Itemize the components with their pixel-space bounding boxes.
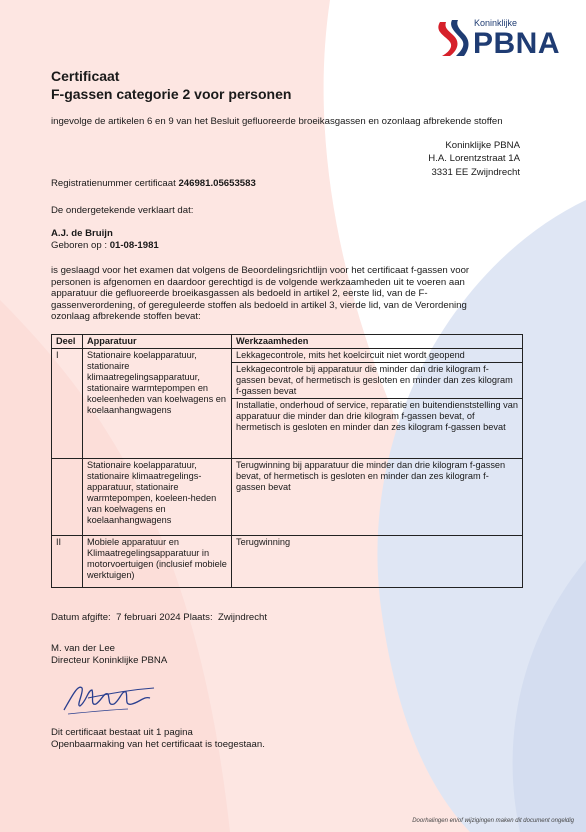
signer-name: M. van der Lee [51,643,115,654]
signer-title: Directeur Koninklijke PBNA [51,655,168,666]
row-apparatuur: Stationaire koelapparatuur, stationaire klimaatregelings-apparatuur, stationaire warmtepompen, koeleen-heden van koelwagens en koelaanhangwagens [83,459,232,536]
publication-note: Openbaarmaking van het certificaat is toegestaan. [51,739,265,750]
logo-big-text: PBNA [473,27,561,60]
header-apparatuur: Apparatuur [83,335,232,349]
birth-date: 01-08-1981 [109,240,159,251]
row-werkzaamheden: Terugwinning [232,536,523,588]
registration-number: 246981.05653583 [178,178,256,189]
header-deel: Deel [52,335,83,349]
issue-date-label: Datum afgifte: [51,612,111,623]
table-row [52,536,523,588]
certificate-subtitle: F-gassen categorie 2 voor personen [51,86,292,102]
issuer-street: H.A. Lorentzstraat 1A [428,153,520,164]
logo-small-text: Koninklijke [474,18,518,28]
row-werkzaamheden: Terugwinning bij apparatuur die minder dan drie kilogram f-gassen bevat, of hermetisch is gesloten en minder dan zes kilogram f-gassen bevat [232,459,523,536]
certificate-title: Certificaat [51,68,120,84]
issue-line [51,612,267,624]
table-header-row [52,335,523,349]
logo-mark-icon [436,18,470,58]
row-apparatuur: Stationaire koelapparatuur, stationaire klimaatregelingsapparatuur, stationaire warmtepompen en koeleenheden van koelwagens en koelaanhangwagens [83,349,232,459]
signature-icon [58,676,168,720]
activity-item: Installatie, onderhoud of service, reparatie en buitendienststelling van apparatuur die minder dan drie kilogram f-gassen bevat, of hermetisch is gesloten en minder dan zes kilogram f-gassen bevat [236,400,518,432]
holder-birth [51,240,159,252]
issue-place: Zwijndrecht [217,612,268,623]
issuer-city: 3331 EE Zwijndrecht [431,167,520,178]
issuer-name: Koninklijke PBNA [445,140,520,151]
registration-line [51,178,256,190]
issue-date: 7 februari 2024 [116,612,181,623]
header-werkzaamheden: Werkzaamheden [232,335,523,349]
activity-item: Lekkagecontrole bij apparatuur die minder dan drie kilogram f-gassen bevat, of hermetisch is gesloten en minder dan zes kilogram f-gassen bevat [232,363,522,399]
row-deel [52,459,83,536]
issue-place-label: Plaats: [183,612,213,623]
registration-label: Registratienummer certificaat [51,178,176,189]
row-werkzaamheden [232,349,523,459]
row-apparatuur: Mobiele apparatuur en Klimaatregelingsapparatuur in motorvoertuigen (inclusief mobiele werktuigen) [83,536,232,588]
row-deel: II [52,536,83,588]
table-row [52,459,523,536]
activities-table [51,334,523,588]
body-text: is geslaagd voor het examen dat volgens de Beoordelingsrichtlijn voor het certificaat f-gassen voor personen is afgenomen en daardoor gerechtigd is de volgende werkzaamheden uit te voeren aan apparatuur die gefluoreerde broeikasgassen als bedoeld in artikel 2, eerste lid, van de F-gassenverordening, of gereguleerde stoffen als bedoeld in artikel 3, vierde lid, van de Verordening ozonlaag afbrekende stoffen bevat: [51,265,470,322]
row-deel: I [52,349,83,459]
declaration: De ondergetekende verklaart dat: [51,205,194,216]
pages-note: Dit certificaat bestaat uit 1 pagina [51,727,193,738]
table-row [52,349,523,459]
footer-note: Doorhalingen en/of wijzigingen maken dit document ongeldig [412,818,574,824]
pbna-logo [436,16,576,62]
holder-name: A.J. de Bruijn [51,228,113,239]
legal-basis: ingevolge de artikelen 6 en 9 van het Besluit gefluoreerde broeikasgassen en ozonlaag afbrekende stoffen [51,116,503,127]
activity-item: Lekkagecontrole, mits het koelcircuit niet wordt geopend [232,349,522,363]
birth-label: Geboren op : [51,240,108,251]
